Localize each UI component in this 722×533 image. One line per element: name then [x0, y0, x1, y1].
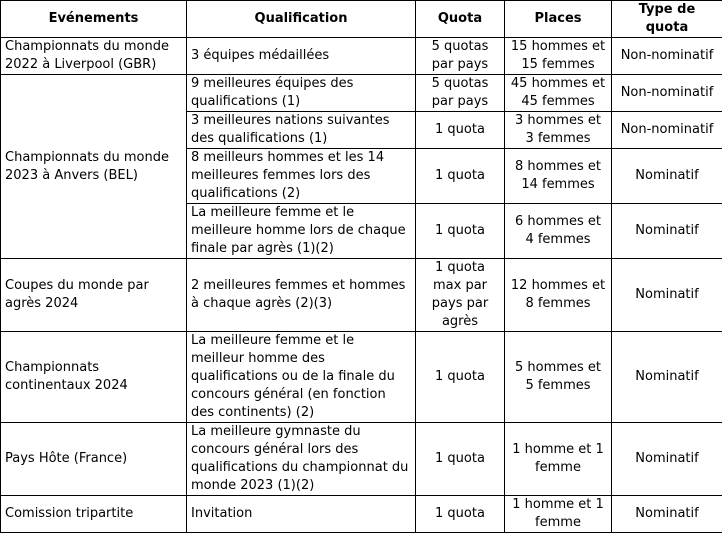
qualification-cell: 3 équipes médaillées — [187, 38, 416, 75]
header-row — [1, 1, 722, 38]
quota-cell: 1 quota max par pays par agrès — [416, 259, 505, 332]
qualification-cell: 2 meilleures femmes et hommes à chaque agrès (2)(3) — [187, 259, 416, 332]
event-cell: Pays Hôte (France) — [1, 423, 187, 496]
table-row — [1, 496, 722, 533]
quota-type-cell: Nominatif — [612, 259, 722, 332]
header-qualification: Qualification — [187, 1, 416, 38]
table-row — [1, 332, 722, 423]
places-cell: 6 hommes et 4 femmes — [505, 204, 612, 259]
qualification-cell: La meilleure gymnaste du concours général lors des qualifications du championnat du monde 2023 (1)(2) — [187, 423, 416, 496]
places-cell: 45 hommes et 45 femmes — [505, 75, 612, 112]
quota-cell: 1 quota — [416, 149, 505, 204]
qualification-cell: 8 meilleurs hommes et les 14 meilleures femmes lors des qualifications (2) — [187, 149, 416, 204]
quota-cell: 5 quotas par pays — [416, 38, 505, 75]
header-places: Places — [505, 1, 612, 38]
quota-type-cell: Nominatif — [612, 332, 722, 423]
quota-type-cell: Nominatif — [612, 496, 722, 533]
quota-cell: 1 quota — [416, 423, 505, 496]
quota-cell: 1 quota — [416, 204, 505, 259]
quota-cell: 1 quota — [416, 496, 505, 533]
quota-type-cell: Non-nominatif — [612, 75, 722, 112]
quota-type-cell: Nominatif — [612, 149, 722, 204]
qualification-cell: Invitation — [187, 496, 416, 533]
header-events: Evénements — [1, 1, 187, 38]
quota-type-cell: Nominatif — [612, 423, 722, 496]
qualification-cell: 9 meilleures équipes des qualifications (1) — [187, 75, 416, 112]
table-row — [1, 75, 722, 112]
quota-type-cell: Non-nominatif — [612, 38, 722, 75]
places-cell: 1 homme et 1 femme — [505, 423, 612, 496]
places-cell: 8 hommes et 14 femmes — [505, 149, 612, 204]
qualification-cell: La meilleure femme et le meilleure homme lors de chaque finale par agrès (1)(2) — [187, 204, 416, 259]
places-cell: 5 hommes et 5 femmes — [505, 332, 612, 423]
places-cell: 12 hommes et 8 femmes — [505, 259, 612, 332]
table-row — [1, 423, 722, 496]
places-cell: 1 homme et 1 femme — [505, 496, 612, 533]
quota-cell: 1 quota — [416, 332, 505, 423]
table-row — [1, 259, 722, 332]
header-quota-type: Type de quota — [612, 1, 722, 38]
places-cell: 15 hommes et 15 femmes — [505, 38, 612, 75]
event-cell: Coupes du monde par agrès 2024 — [1, 259, 187, 332]
quota-cell: 5 quotas par pays — [416, 75, 505, 112]
quota-cell: 1 quota — [416, 112, 505, 149]
table-row — [1, 38, 722, 75]
qualification-cell: 3 meilleures nations suivantes des qualifications (1) — [187, 112, 416, 149]
quota-type-cell: Nominatif — [612, 204, 722, 259]
event-cell: Championnats du monde 2023 à Anvers (BEL) — [1, 75, 187, 259]
qualification-cell: La meilleure femme et le meilleur homme des qualifications ou de la finale du concours général (en fonction des continents) (2) — [187, 332, 416, 423]
quota-type-cell: Non-nominatif — [612, 112, 722, 149]
header-quota: Quota — [416, 1, 505, 38]
places-cell: 3 hommes et 3 femmes — [505, 112, 612, 149]
event-cell: Comission tripartite — [1, 496, 187, 533]
event-cell: Championnats du monde 2022 à Liverpool (GBR) — [1, 38, 187, 75]
event-cell: Championnats continentaux 2024 — [1, 332, 187, 423]
